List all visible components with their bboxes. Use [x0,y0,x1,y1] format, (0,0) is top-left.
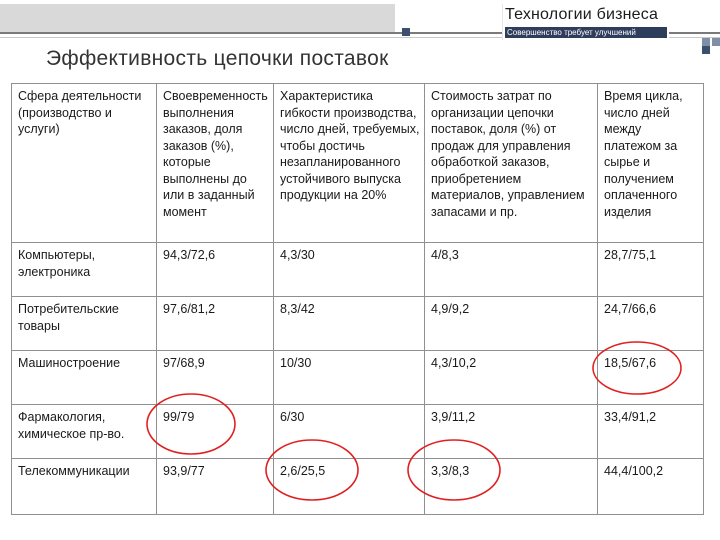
table-cell-sector: Телекоммуникации [12,459,157,515]
brand-title: Технологии бизнеса [505,6,659,23]
table-cell-timeliness: 97/68,9 [157,351,274,405]
table-header-row [12,84,704,243]
table-cell-cycle-time: 44,4/100,2 [598,459,704,515]
table-cell-cost: 4/8,3 [425,243,598,297]
column-header-cost: Стоимость затрат по организации цепочки поставок, доля (%) от продаж для управления обработкой заказов, приобретением материалов, управлением запасами и пр. [425,84,598,243]
table-row [12,351,704,405]
table-cell-cycle-time: 18,5/67,6 [598,351,704,405]
table-row [12,243,704,297]
brand-subtitle: Совершенство требует улучшений [505,27,667,38]
table-cell-cost: 4,9/9,2 [425,297,598,351]
table-cell-timeliness: 97,6/81,2 [157,297,274,351]
table-cell-flexibility: 10/30 [274,351,425,405]
brand-logo [502,4,669,40]
table-cell-sector: Машиностроение [12,351,157,405]
table-row [12,459,704,515]
column-header-cycle-time: Время цикла, число дней между платежом за сырье и получением оплаченного изделия [598,84,704,243]
table-cell-flexibility: 6/30 [274,405,425,459]
table-cell-sector: Фармакология, химическое пр-во. [12,405,157,459]
supply-chain-table [11,83,704,515]
decor-square [702,46,710,54]
table-cell-cycle-time: 28,7/75,1 [598,243,704,297]
decor-square [702,38,710,46]
table-cell-flexibility: 4,3/30 [274,243,425,297]
table-cell-flexibility: 2,6/25,5 [274,459,425,515]
table-cell-cost: 3,3/8,3 [425,459,598,515]
table-cell-sector: Компьютеры, электроника [12,243,157,297]
column-header-sector: Сфера деятельности (производство и услуги) [12,84,157,243]
decor-square [712,38,720,46]
table-row [12,297,704,351]
table-cell-sector: Потребительские товары [12,297,157,351]
column-header-timeliness: Своевременность выполнения заказов, доля заказов (%), которые выполнены до или в заданный момент [157,84,274,243]
table-cell-timeliness: 99/79 [157,405,274,459]
table-cell-cost: 3,9/11,2 [425,405,598,459]
table-cell-timeliness: 94,3/72,6 [157,243,274,297]
page-title: Эффективность цепочки поставок [46,47,389,70]
column-header-flexibility: Характеристика гибкости производства, число дней, требуемых, чтобы достичь незапланированного устойчивого выпуска продукции на 20% [274,84,425,243]
table-cell-cycle-time: 33,4/91,2 [598,405,704,459]
table-cell-flexibility: 8,3/42 [274,297,425,351]
table-cell-cost: 4,3/10,2 [425,351,598,405]
decor-square [402,28,410,36]
table-cell-timeliness: 93,9/77 [157,459,274,515]
table-row [12,405,704,459]
table-cell-cycle-time: 24,7/66,6 [598,297,704,351]
header-bar [0,4,395,32]
